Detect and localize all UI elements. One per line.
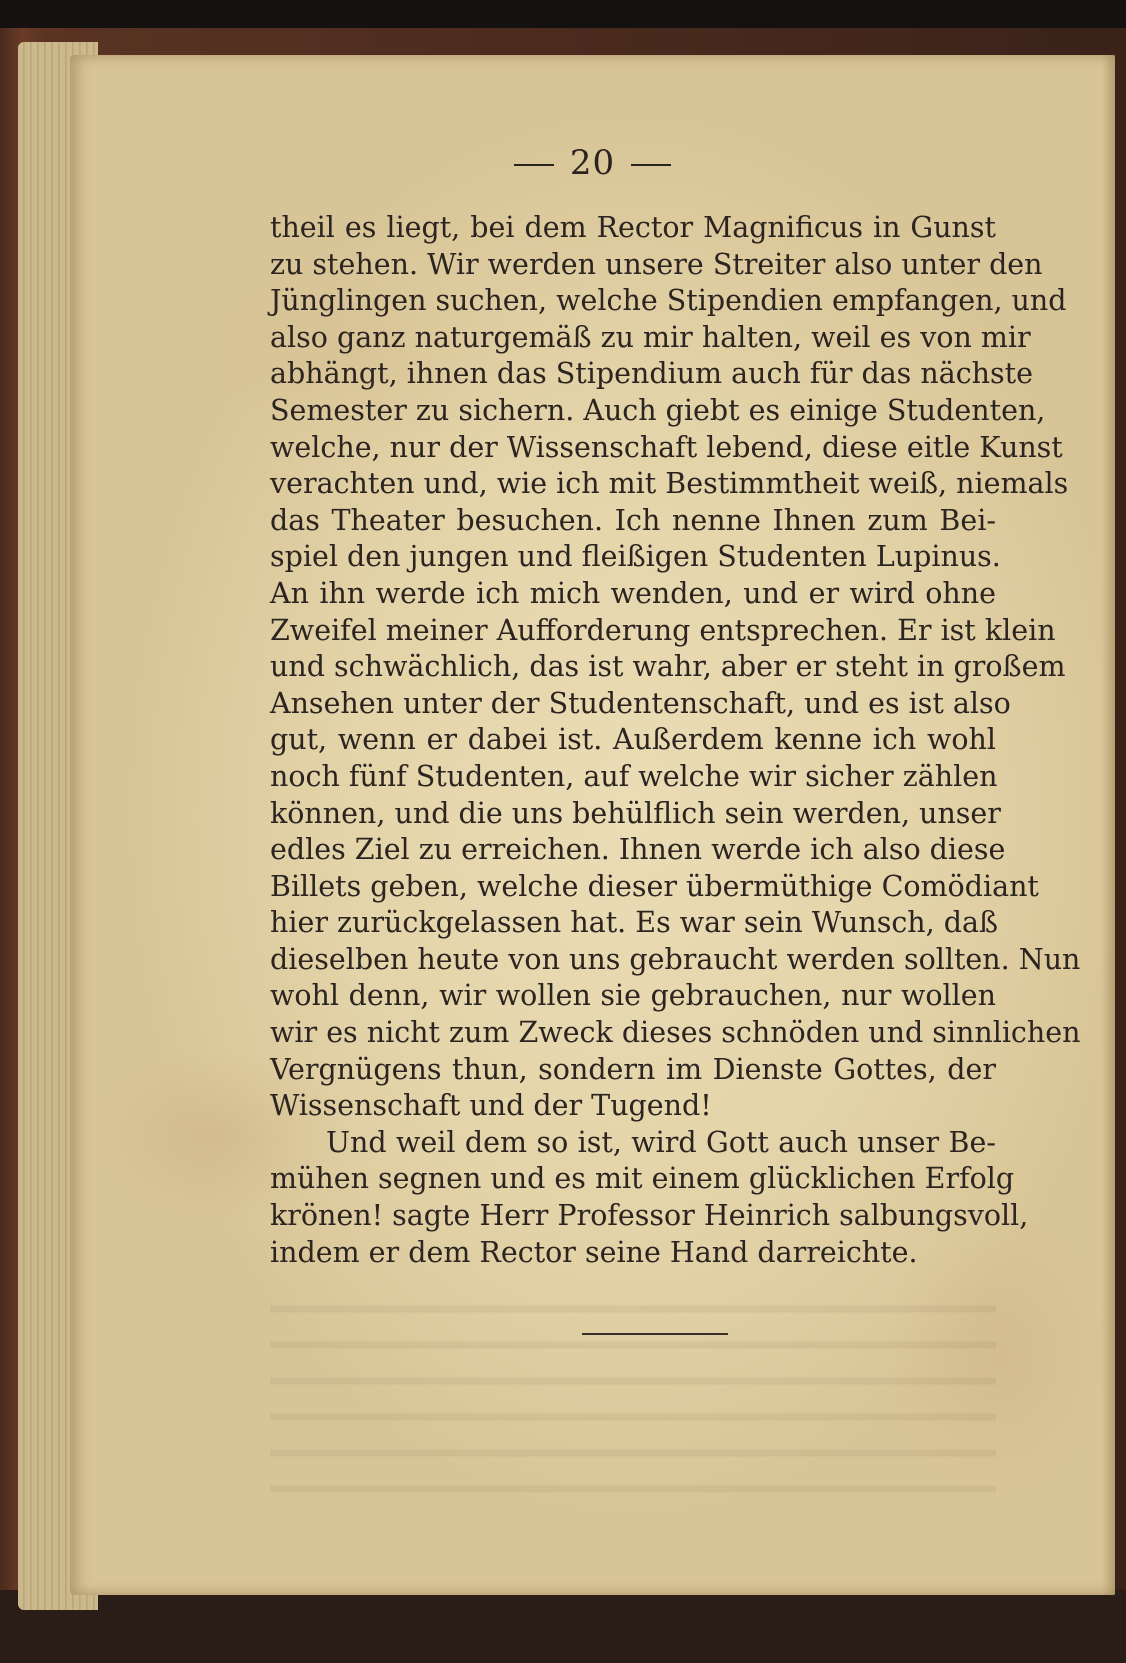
text-line: An ihn werde ich mich wenden, und er wird ohne [270, 576, 996, 610]
page-number [70, 143, 1115, 183]
text-line: also ganz naturgemäß zu mir halten, weil es von mir [270, 320, 1031, 354]
text-line: verachten und, wie ich mit Bestimmtheit weiß, niemals [270, 467, 1069, 501]
text-line: theil es liegt, bei dem Rector Magnificus in Gunst [270, 211, 996, 244]
text-line: gut, wenn er dabei ist. Außerdem kenne ich wohl [270, 723, 996, 757]
text-line: Semester zu sichern. Auch giebt es einige Studenten, [270, 393, 1046, 427]
reverse-page-bleed-through [270, 1283, 996, 1503]
page-gutter-shadow [1101, 55, 1115, 1595]
text-line: abhängt, ihnen das Stipendium auch für das nächste [270, 357, 1033, 391]
text-line: krönen! sagte Herr Professor Heinrich salbungsvoll, [270, 1199, 1029, 1233]
text-line: hier zurückgelassen hat. Es war sein Wunsch, daß [270, 906, 999, 940]
text-line: Zweifel meiner Aufforderung entsprechen. Er ist klein [270, 613, 1056, 647]
text-line: spiel den jungen und fleißigen Studenten Lupinus. [270, 540, 1001, 574]
text-line: indem er dem Rector seine Hand darreichte. [270, 1235, 918, 1269]
text-line: noch fünf Studenten, auf welche wir sicher zählen [270, 759, 998, 793]
text-line: Billets geben, welche dieser übermüthige Comödiant [270, 869, 1039, 903]
text-line: welche, nur der Wissenschaft lebend, diese eitle Kunst [270, 430, 1063, 464]
end-rule [582, 1333, 728, 1335]
text-line: Ansehen unter der Studentenschaft, und es ist also [270, 686, 1011, 720]
text-line: Vergnügens thun, sondern im Dienste Gottes, der [270, 1052, 996, 1086]
text-line: mühen segnen und es mit einem glücklichen Erfolg [270, 1162, 1015, 1196]
text-line: wir es nicht zum Zweck dieses schnöden und sinnlichen [270, 1016, 1081, 1050]
scanner-edge [0, 0, 1126, 30]
text-line: können, und die uns behülflich sein werden, unser [270, 796, 1001, 830]
book-page [70, 55, 1115, 1595]
text-line: Wissenschaft und der Tugend! [270, 1089, 712, 1123]
text-line: Jünglingen suchen, welche Stipendien empfangen, und [270, 284, 1067, 318]
text-line: und schwächlich, das ist wahr, aber er steht in großem [270, 650, 1066, 684]
page-number-value: 20 [569, 143, 616, 183]
page-body-text [270, 210, 1081, 1271]
text-line: edles Ziel zu erreichen. Ihnen werde ich also diese [270, 833, 1006, 867]
page-number-dash-right [631, 164, 671, 166]
text-line: Und weil dem so ist, wird Gott auch unser Be- [326, 1125, 996, 1159]
text-line: das Theater besuchen. Ich nenne Ihnen zum Bei- [270, 503, 996, 537]
text-line: dieselben heute von uns gebraucht werden sollten. Nun [270, 942, 1081, 976]
page-number-dash-left [514, 164, 554, 166]
book-cover-bottom [0, 1590, 1126, 1663]
text-line: zu stehen. Wir werden unsere Streiter also unter den [270, 247, 1043, 281]
text-line: wohl denn, wir wollen sie gebrauchen, nur wollen [270, 979, 996, 1013]
